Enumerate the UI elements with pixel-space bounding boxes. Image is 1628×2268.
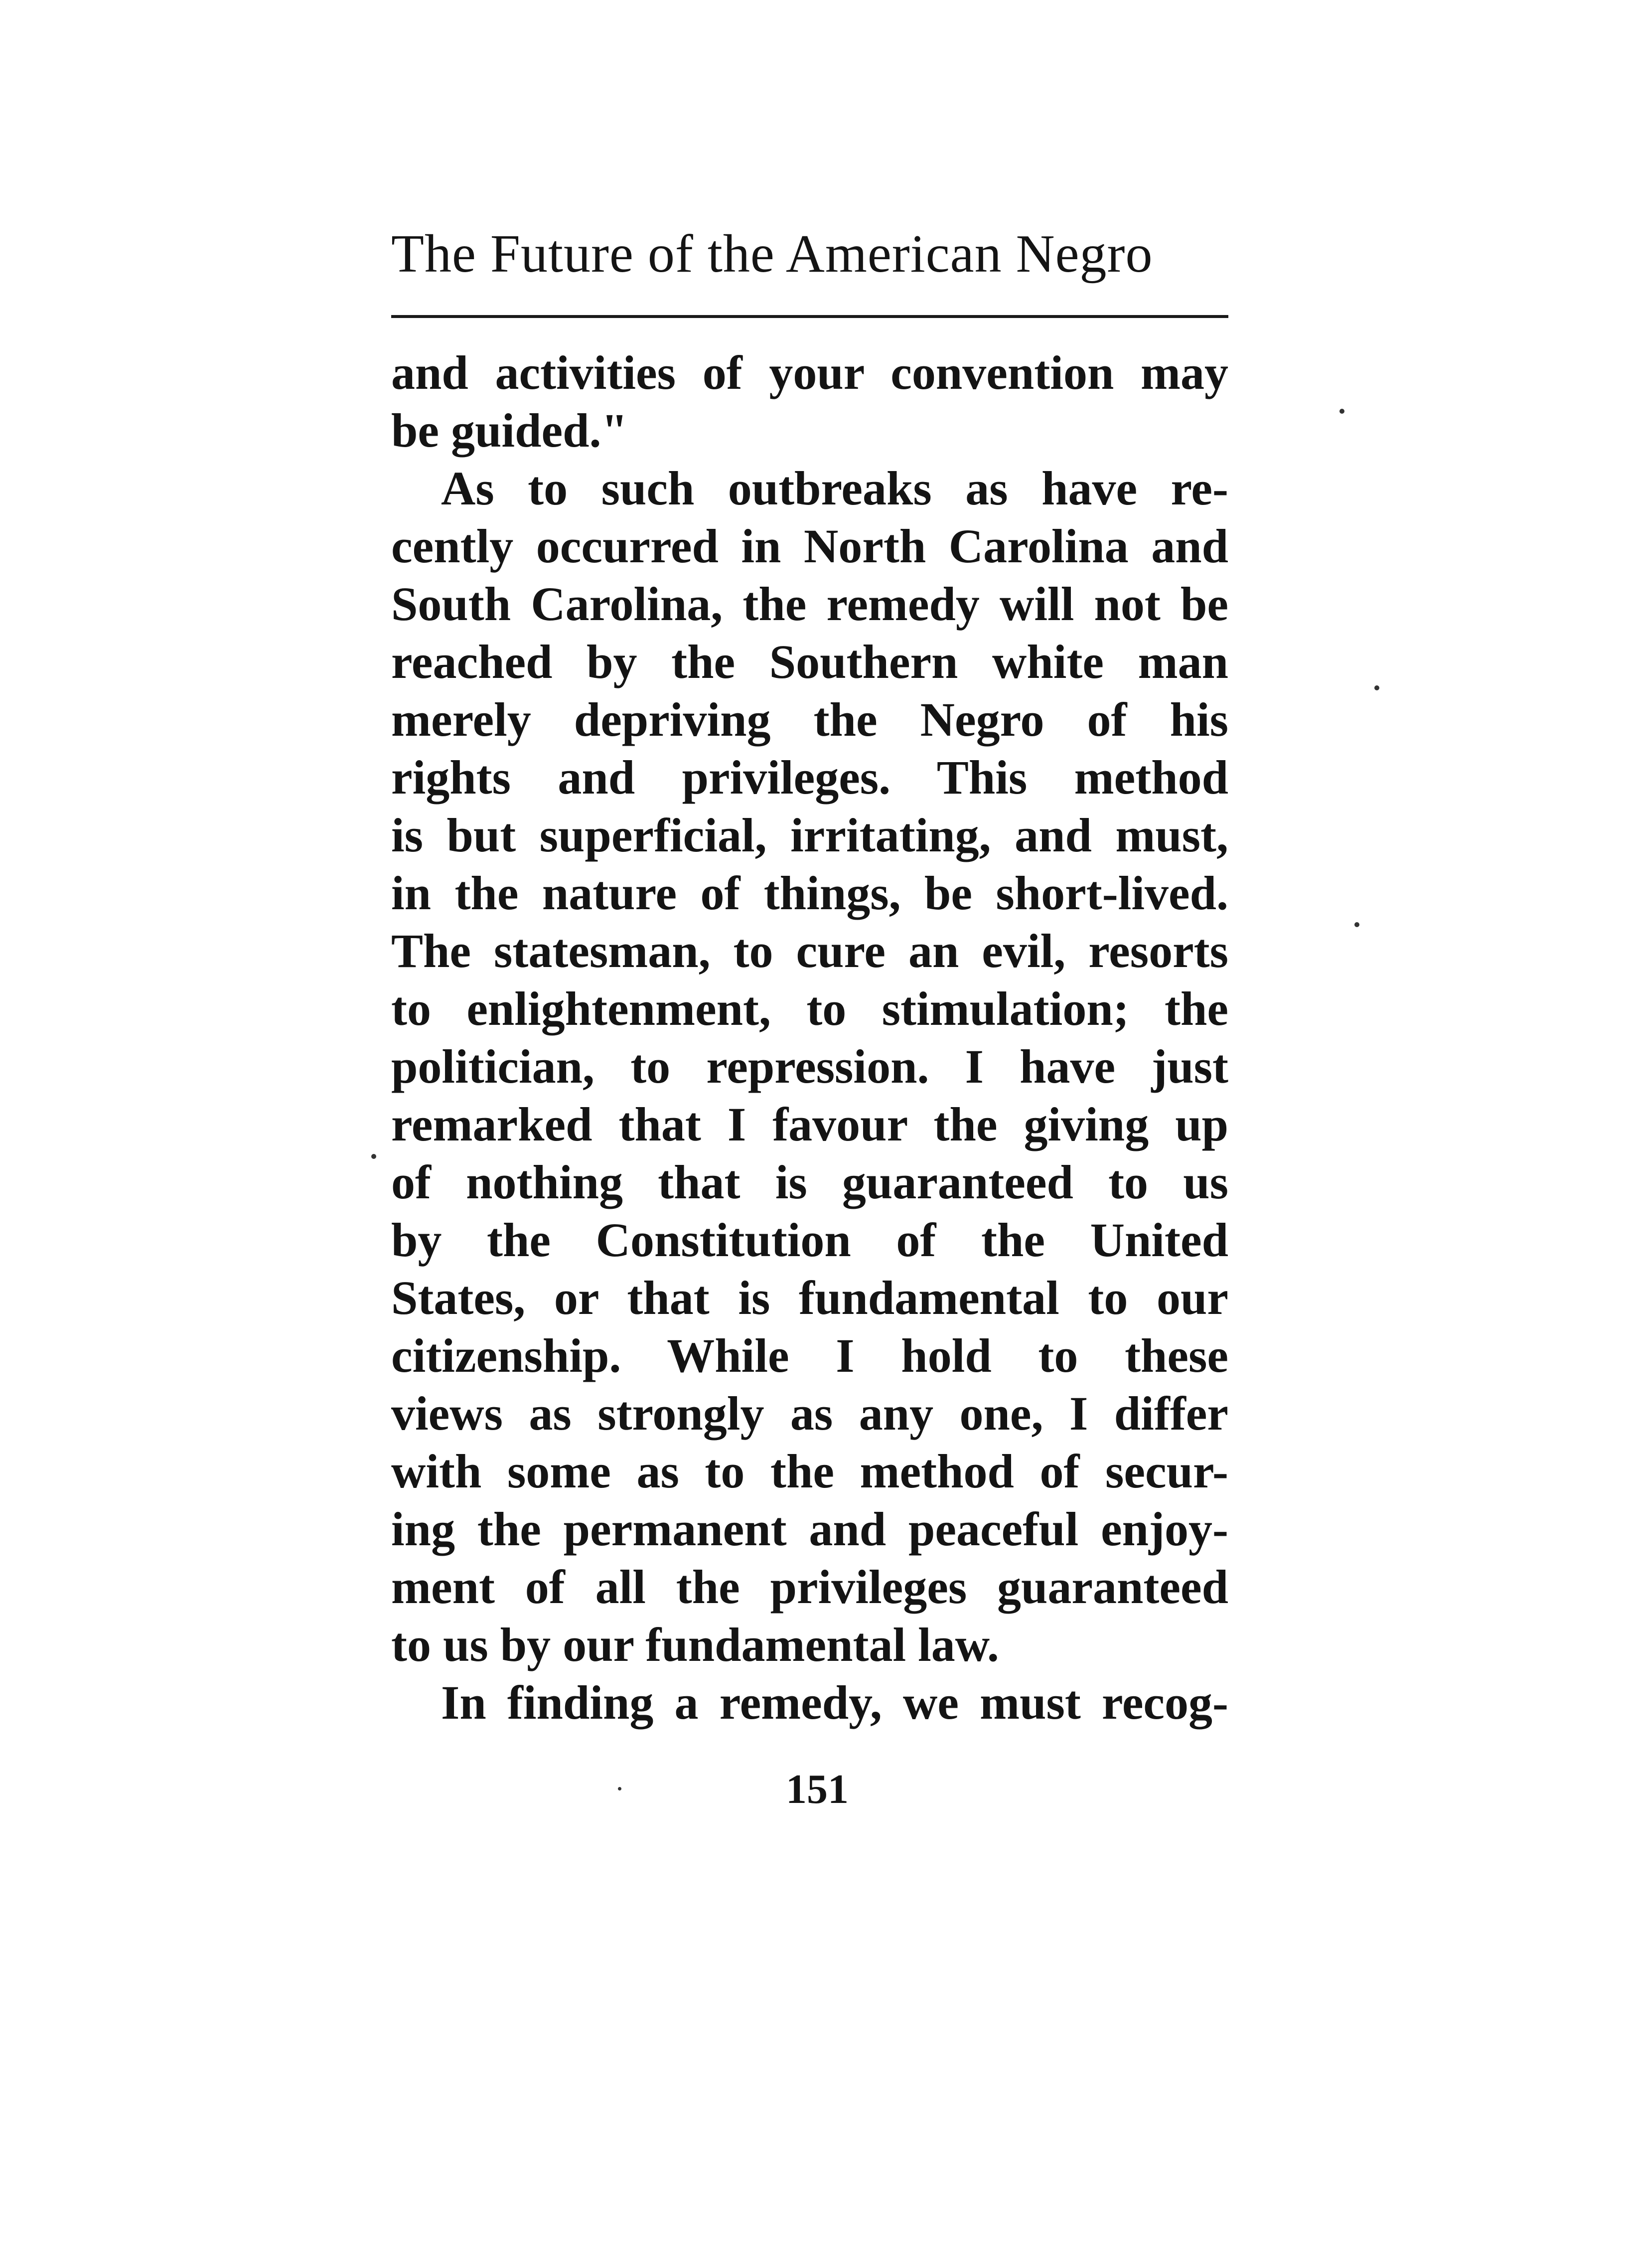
text-line: South Carolina, the remedy will not be bbox=[391, 577, 1228, 631]
text-line: As to such outbreaks as have re- bbox=[441, 462, 1228, 515]
text-line: to us by our fundamental law. bbox=[391, 1618, 999, 1671]
text-line: and activities of your convention may bbox=[391, 346, 1228, 399]
text-line: by the Constitution of the United bbox=[391, 1213, 1228, 1267]
text-line: in the nature of things, be short-lived. bbox=[391, 866, 1228, 920]
running-head: The Future of the American Negro bbox=[391, 224, 1153, 284]
text-line: citizenship. While I hold to these bbox=[391, 1329, 1228, 1382]
text-line: The statesman, to cure an evil, resorts bbox=[391, 924, 1228, 977]
text-line: remarked that I favour the giving up bbox=[391, 1098, 1228, 1151]
print-speck bbox=[1339, 409, 1344, 414]
text-line: States, or that is fundamental to our bbox=[391, 1271, 1228, 1324]
text-line: politician, to repression. I have just bbox=[391, 1040, 1228, 1093]
text-line: views as strongly as any one, I differ bbox=[391, 1387, 1228, 1440]
print-speck bbox=[1374, 685, 1379, 690]
text-line: In finding a remedy, we must recog- bbox=[441, 1676, 1228, 1729]
text-line: cently occurred in North Carolina and bbox=[391, 519, 1228, 573]
body-text bbox=[391, 344, 1228, 1732]
text-line: with some as to the method of secur- bbox=[391, 1445, 1228, 1498]
text-line: rights and privileges. This method bbox=[391, 751, 1228, 804]
text-line: is but superficial, irritating, and must, bbox=[391, 809, 1228, 862]
print-speck bbox=[618, 1787, 621, 1790]
text-line: of nothing that is guaranteed to us bbox=[391, 1155, 1228, 1209]
text-line: ing the permanent and peaceful enjoy- bbox=[391, 1502, 1228, 1556]
text-line: to enlightenment, to stimulation; the bbox=[391, 982, 1228, 1035]
print-speck bbox=[1354, 922, 1359, 927]
header-rule bbox=[391, 315, 1228, 318]
text-line: ment of all the privileges guaranteed bbox=[391, 1560, 1228, 1614]
print-speck bbox=[371, 1154, 376, 1159]
page-number: 151 bbox=[786, 1766, 849, 1812]
text-line: be guided." bbox=[391, 404, 628, 457]
text-line: reached by the Southern white man bbox=[391, 635, 1228, 688]
text-line: merely depriving the Negro of his bbox=[391, 693, 1228, 746]
